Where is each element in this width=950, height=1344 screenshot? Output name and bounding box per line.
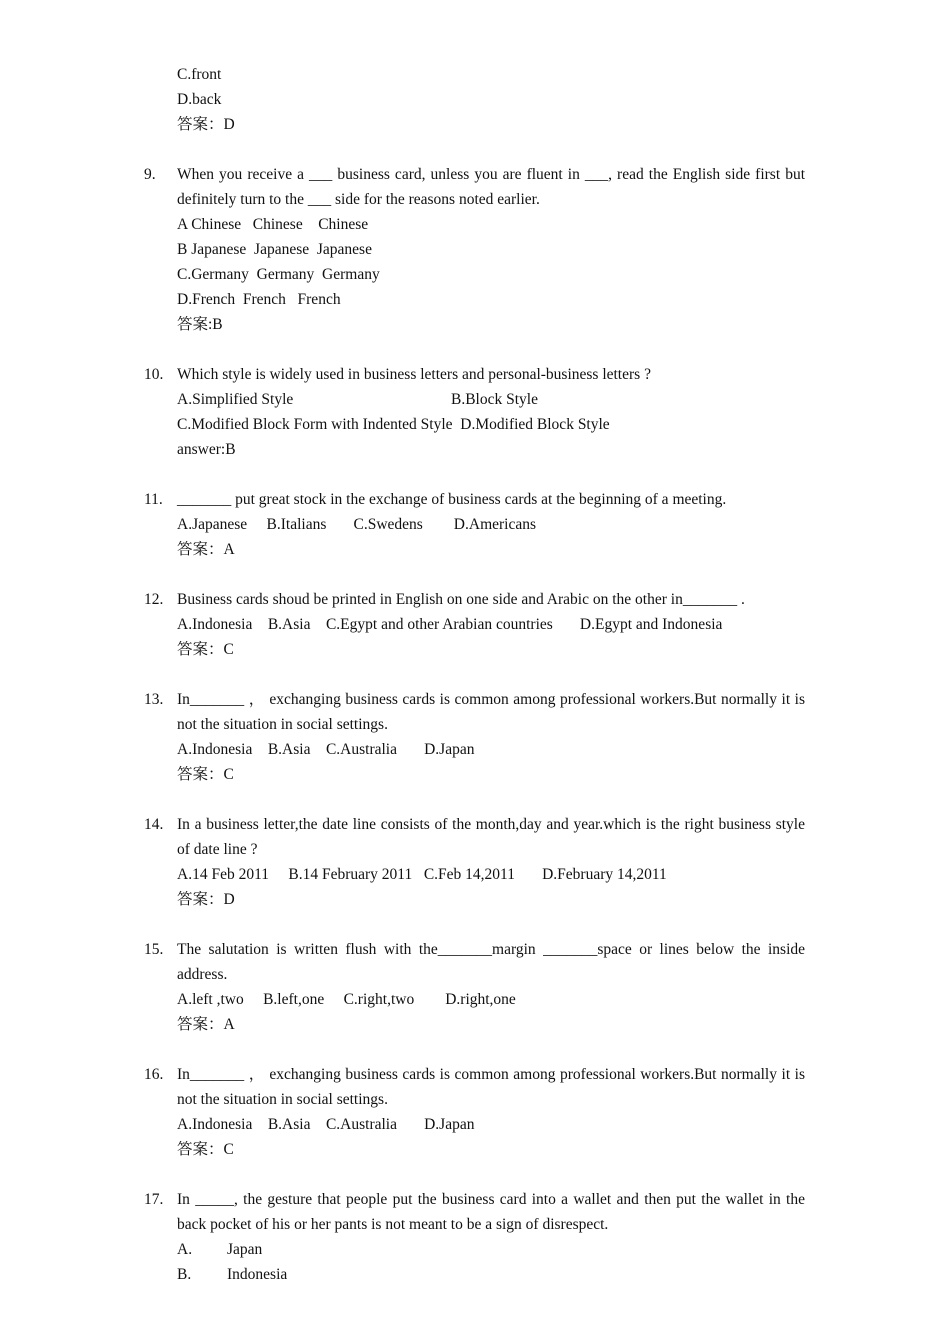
answer-text: 答案：C (177, 766, 234, 783)
question-stem: _______ put great stock in the exchange of business cards at the beginning of a meeting. (177, 491, 727, 508)
question-number: 10. (144, 366, 164, 383)
answer-text: 答案：C (177, 641, 234, 658)
question-stem: In a business letter,the date line consists of the month,day and year.which is the right business style of date line ? (177, 816, 805, 858)
option-text: C.Modified Block Form with Indented Style D.Modified Block Style (177, 416, 610, 433)
question-14 (0, 812, 950, 912)
answer-text: 答案：A (177, 1016, 235, 1033)
question-17 (0, 1187, 950, 1287)
answer-text: 答案：A (177, 541, 235, 558)
option-text: A Chinese Chinese Chinese (177, 216, 369, 233)
option-text: D.French French French (177, 291, 341, 308)
option-text: Japan (227, 1241, 263, 1258)
question-13 (0, 687, 950, 787)
option-text: A.Simplified Style (177, 391, 294, 408)
answer-text: 答案：D (177, 891, 235, 908)
question-15 (0, 937, 950, 1037)
question-12 (0, 587, 950, 662)
question-number: 17. (144, 1191, 164, 1208)
question-number: 15. (144, 941, 164, 958)
option-text: C.front (177, 66, 222, 83)
answer-text: answer:B (177, 441, 236, 458)
question-number: 16. (144, 1066, 164, 1083)
question-number: 11. (144, 491, 163, 508)
question-stem: In_______ ， exchanging business cards is common among professional workers.But normally it is not the situation in social settings. (177, 1066, 805, 1108)
question-number: 12. (144, 591, 164, 608)
option-text: D.back (177, 91, 222, 108)
question-stem: The salutation is written flush with the_______margin _______space or lines below the inside address. (177, 941, 805, 983)
question-11 (0, 487, 950, 562)
option-row (177, 1237, 805, 1262)
option-text: B Japanese Japanese Japanese (177, 241, 372, 258)
option-text: A.Indonesia B.Asia C.Egypt and other Arabian countries D.Egypt and Indonesia (177, 616, 723, 633)
question-9 (0, 162, 950, 337)
option-text: A.Indonesia B.Asia C.Australia D.Japan (177, 741, 475, 758)
option-text: A.Indonesia B.Asia C.Australia D.Japan (177, 1116, 475, 1133)
document-content (0, 62, 950, 1287)
option-row (177, 1262, 805, 1287)
question-stem: When you receive a ___ business card, unless you are fluent in ___, read the English side first but definitely turn to the ___ side for the reasons noted earlier. (177, 166, 805, 208)
option-text: A.Japanese B.Italians C.Swedens D.Americans (177, 516, 537, 533)
answer-text: 答案：D (177, 116, 235, 133)
option-text: C.Germany Germany Germany (177, 266, 380, 283)
question-stem: Which style is widely used in business letters and personal-business letters ? (177, 366, 651, 383)
option-row (177, 387, 805, 412)
option-text: Indonesia (227, 1266, 288, 1283)
question-stem: In_______ ， exchanging business cards is common among professional workers.But normally it is not the situation in social settings. (177, 691, 805, 733)
question-10 (0, 362, 950, 462)
question-number: 9. (144, 166, 156, 183)
question-16 (0, 1062, 950, 1162)
answer-text: 答案：C (177, 1141, 234, 1158)
option-text: B.Block Style (451, 391, 538, 408)
option-text: A.14 Feb 2011 B.14 February 2011 C.Feb 14,2011 D.February 14,2011 (177, 866, 667, 883)
question-stem: Business cards shoud be printed in English on one side and Arabic on the other in_______ . (177, 591, 745, 608)
option-letter: B. (177, 1266, 192, 1283)
answer-text: 答案:B (177, 316, 223, 333)
question-number: 14. (144, 816, 164, 833)
question-stem: In _____, the gesture that people put the business card into a wallet and then put the wallet in the back pocket of his or her pants is not meant to be a sign of disrespect. (177, 1191, 805, 1233)
question-number: 13. (144, 691, 164, 708)
option-text: A.left ,two B.left,one C.right,two D.right,one (177, 991, 516, 1008)
option-letter: A. (177, 1241, 193, 1258)
